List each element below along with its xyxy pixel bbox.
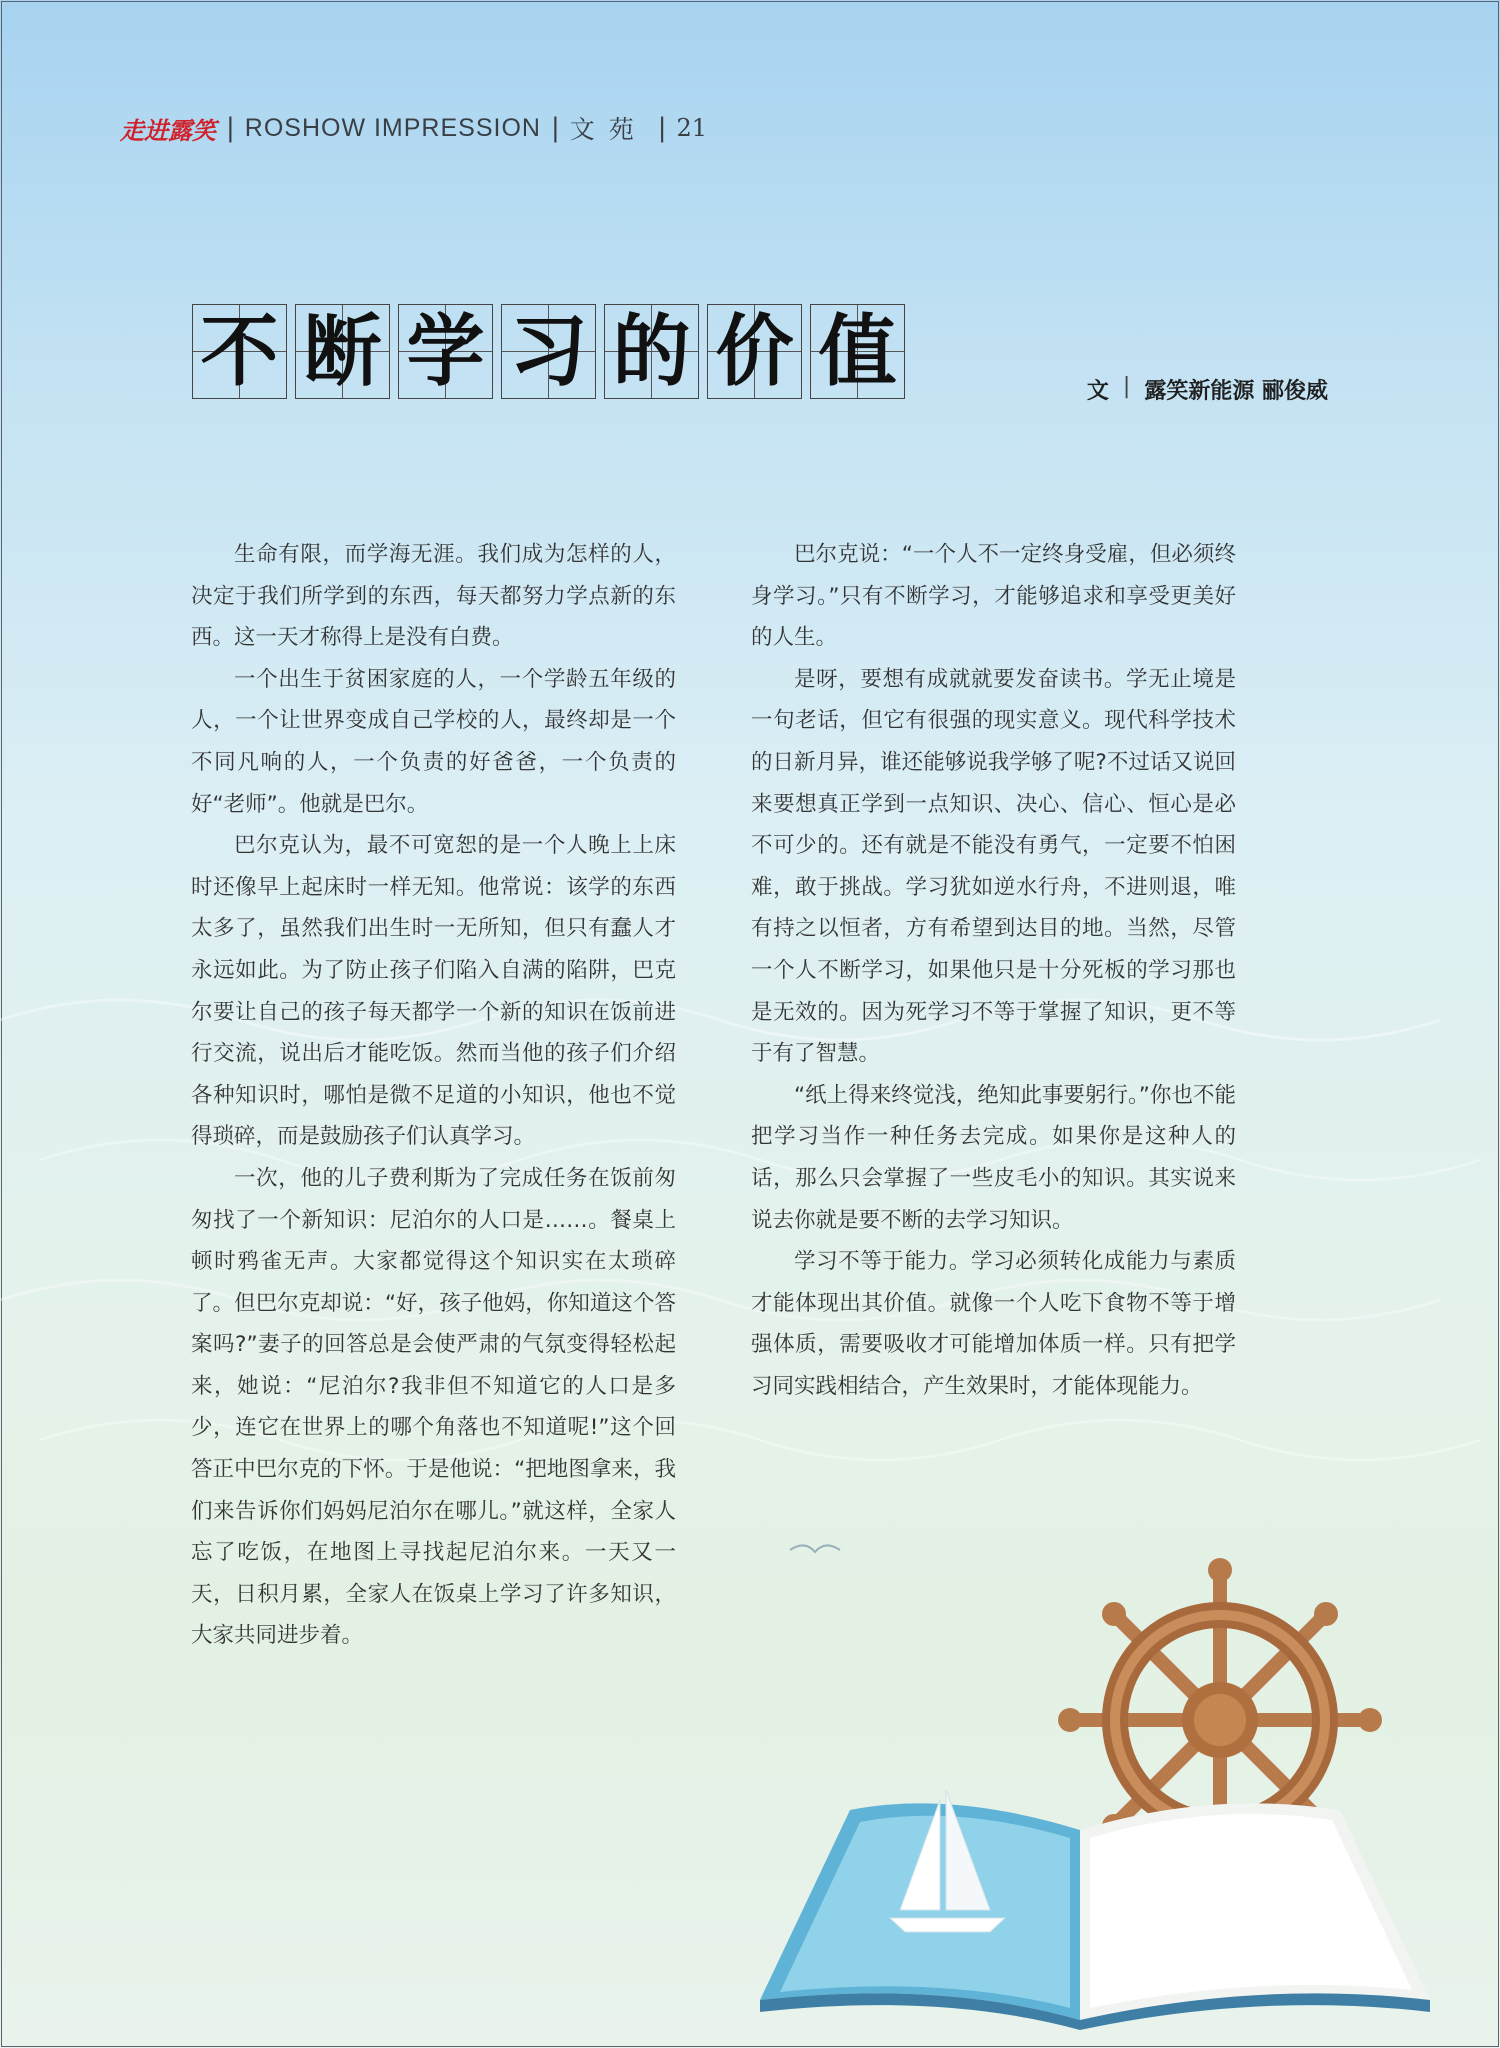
byline-author: 露笑新能源 郦俊威	[1144, 379, 1328, 404]
paragraph: 一个出生于贫困家庭的人，一个学龄五年级的人，一个让世界变成自己学校的人，最终却是一个不同凡响的人，一个负责的好爸爸，一个负责的好“老师”。他就是巴尔。	[191, 666, 676, 817]
brand-logo: 走进露笑	[120, 115, 216, 145]
article-column-left	[191, 534, 676, 1657]
header-divider: |	[657, 113, 667, 143]
paragraph: 是呀，要想有成就就要发奋读书。学无止境是一句老话，但它有很强的现实意义。现代科学技术的日新月异，谁还能够说我学够了呢?不过话又说回来要想真正学到一点知识、决心、信心、恒心是必不可少的。还有就是不能没有勇气，一定要不怕困难，敢于挑战。学习犹如逆水行舟，不进则退，唯有持之以恒者，方有希望到达目的地。当然，尽管一个人不断学习，如果他只是十分死板的学习那也是无效的。因为死学习不等于掌握了知识，更不等于有了智慧。	[751, 666, 1236, 1067]
header-divider: |	[226, 113, 235, 143]
page-number: 21	[676, 114, 708, 142]
illustration-book-ship-wheel	[740, 1530, 1460, 2030]
section-name-cn: 文苑	[569, 115, 648, 144]
article-title	[192, 304, 905, 399]
page-header	[120, 110, 707, 146]
title-char-box: 的	[604, 304, 699, 399]
paragraph: 巴尔克说：“一个人不一定终身受雇，但必须终身学习。”只有不断学习，才能够追求和享受更美好的人生。	[751, 542, 1236, 651]
seagull-icon	[790, 1545, 840, 1552]
paragraph: 学习不等于能力。学习必须转化成能力与素质才能体现出其价值。就像一个人吃下食物不等于增强体质，需要吸收才可能增加体质一样。只有把学习同实践相结合，产生效果时，才能体现能力。	[751, 1249, 1236, 1399]
title-char-box: 不	[192, 304, 287, 399]
paragraph: 生命有限，而学海无涯。我们成为怎样的人，决定于我们所学到的东西，每天都努力学点新的东西。这一天才称得上是没有白费。	[191, 542, 676, 651]
title-char-box: 值	[810, 304, 905, 399]
article-column-right	[751, 534, 1236, 1407]
paragraph: 一次，他的儿子费利斯为了完成任务在饭前匆匆找了一个新知识：尼泊尔的人口是……。餐桌上顿时鸦雀无声。大家都觉得这个知识实在太琐碎了。但巴尔克却说：“好，孩子他妈，你知道这个答案吗?”妻子的回答总是会使严肃的气氛变得轻松起来，她说：“尼泊尔?我非但不知道它的人口是多少，连它在世界上的哪个角落也不知道呢!”这个回答正中巴尔克的下怀。于是他说：“把地图拿来，我们来告诉你们妈妈尼泊尔在哪儿。”就这样，全家人忘了吃饭，在地图上寻找起尼泊尔来。一天又一天，日积月累，全家人在饭桌上学习了许多知识，大家共同进步着。	[191, 1165, 676, 1649]
byline-label: 文	[1086, 379, 1109, 404]
open-book-icon	[760, 1803, 1430, 2030]
title-char-box: 断	[295, 304, 390, 399]
title-char-box: 习	[501, 304, 596, 399]
title-char-box: 价	[707, 304, 802, 399]
article-byline	[1087, 374, 1328, 405]
paragraph: 巴尔克认为，最不可宽恕的是一个人晚上上床时还像早上起床时一样无知。他常说：该学的东西太多了，虽然我们出生时一无所知，但只有蠢人才永远如此。为了防止孩子们陷入自满的陷阱，巴克尔要让自己的孩子每天都学一个新的知识在饭前进行交流，说出后才能吃饭。然而当他的孩子们介绍各种知识时，哪怕是微不足道的小知识，他也不觉得琐碎，而是鼓励孩子们认真学习。	[191, 833, 676, 1150]
header-divider: |	[550, 113, 560, 143]
section-name-en: ROSHOW IMPRESSION	[244, 113, 541, 142]
paragraph: “纸上得来终觉浅，绝知此事要躬行。”你也不能把学习当作一种任务去完成。如果你是这种人的话，那么只会掌握了一些皮毛小的知识。其实说来说去你就是要不断的去学习知识。	[751, 1082, 1236, 1233]
title-char-box: 学	[398, 304, 493, 399]
byline-divider: |	[1122, 374, 1131, 399]
